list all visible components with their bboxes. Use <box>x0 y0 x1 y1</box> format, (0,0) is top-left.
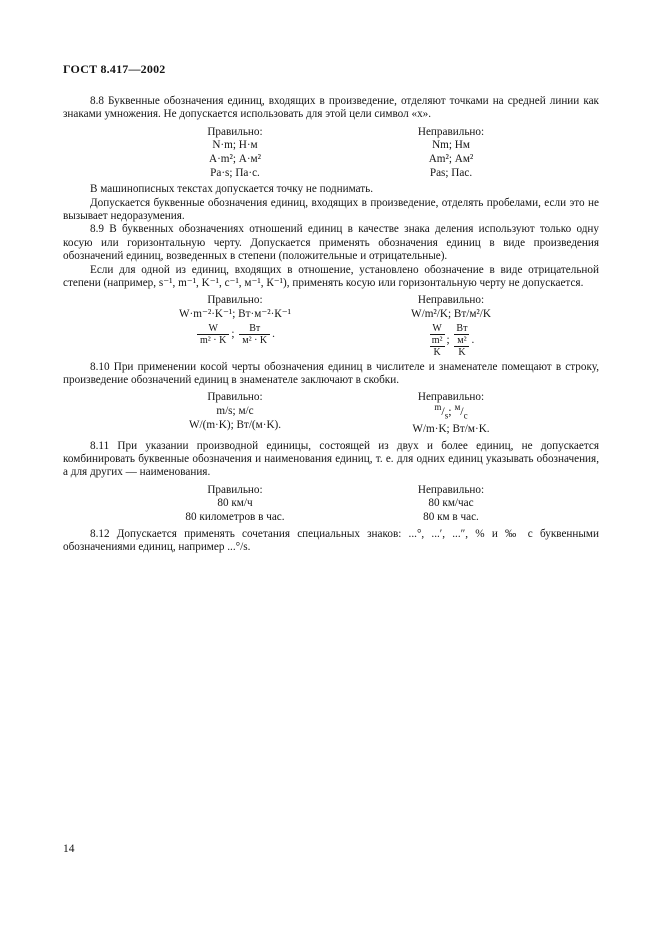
double-fraction <box>454 323 469 358</box>
fraction-middle: m² <box>431 334 443 346</box>
incorrect-line: Nm; Нм <box>432 139 470 152</box>
end-mark: . <box>272 327 275 340</box>
correct-column <box>119 484 351 525</box>
incorrect-line: 80 км в час. <box>423 511 479 524</box>
example-8-8 <box>63 126 599 180</box>
incorrect-column <box>351 391 551 436</box>
incorrect-title: Неправильно: <box>417 391 485 404</box>
correct-column <box>119 294 351 357</box>
fraction-middle: м² <box>454 335 469 347</box>
section-8-8-note: Допускается буквенные обозначения единиц, входящих в произведение, отделять пробелами, если это не вызывает недоразумения. <box>63 196 599 222</box>
incorrect-line: W/m²/K; Вт/м²/K <box>411 308 491 321</box>
correct-line: 80 километров в час. <box>185 511 285 524</box>
correct-line: N·m; Н·м <box>212 139 258 152</box>
incorrect-column <box>351 294 551 357</box>
separator: ; <box>446 333 450 346</box>
incorrect-column <box>351 484 551 525</box>
correct-title: Правильно: <box>207 483 263 496</box>
end-mark: . <box>471 333 475 346</box>
section-8-10-paragraph: 8.10 При применении косой черты обозначения единиц в числителе и знаменателе помещают в строку, произведение обозначений единиц в знаменателе заключают в скобки. <box>63 360 599 387</box>
fraction-numerator: Вт <box>456 322 468 334</box>
section-8-9-paragraph: 8.9 В буквенных обозначениях отношений единиц в качестве знака деления используют только одну косую или горизонтальную черту. Допускается применять обозначения единиц в виде произведения обозначений единиц, возведенных в степени (положительные и отрицательные). <box>63 223 599 263</box>
correct-fractions <box>119 323 351 346</box>
double-fraction <box>430 323 445 358</box>
incorrect-column <box>351 126 551 180</box>
incorrect-title: Неправильно: <box>417 125 485 138</box>
correct-line: W/(m·K); Вт/(м·K). <box>188 418 282 431</box>
page-number: 14 <box>63 843 75 855</box>
section-8-12-paragraph: 8.12 Допускается применять сочетания специальных знаков: ...°, ...′, ...″, % и ‰ с буквенными обозначениями единиц, например ...°/s. <box>63 527 599 554</box>
solidus-denominator: с <box>463 410 468 421</box>
section-8-8-paragraph: 8.8 Буквенные обозначения единиц, входящих в произведение, отделяют точками на средней линии как знаками умножения. Не допускается использовать для этой цели символ «х». <box>63 95 599 121</box>
section-8-8-note: В машинописных текстах допускается точку не поднимать. <box>90 183 374 196</box>
incorrect-line: $^m/_s$; $^м/_с$ <box>434 402 468 421</box>
incorrect-line: 80 км/час <box>428 497 474 510</box>
correct-title: Правильно: <box>207 294 263 307</box>
incorrect-title: Неправильно: <box>417 294 485 307</box>
correct-title: Правильно: <box>207 391 263 404</box>
correct-line: 80 км/ч <box>217 497 253 510</box>
document-body <box>63 95 599 554</box>
fraction-denominator: м² · K <box>242 334 268 346</box>
incorrect-fractions <box>351 323 551 358</box>
correct-title: Правильно: <box>207 125 263 138</box>
fraction-denominator: K <box>433 346 441 358</box>
example-8-10 <box>63 391 599 436</box>
solidus-numerator: m <box>434 402 442 413</box>
incorrect-title: Неправильно: <box>417 483 485 496</box>
fraction-denominator: K <box>458 346 466 358</box>
document-header: ГОСТ 8.417—2002 <box>63 62 166 76</box>
incorrect-line: W/m·K; Вт/м·K. <box>412 423 490 436</box>
section-8-11-paragraph: 8.11 При указании производной единицы, состоящей из двух и более единиц, не допускается комбинировать буквенные обозначения и наименования единиц, т. е. для одних единиц указывать обозначения, а для других — наименования. <box>63 439 599 479</box>
separator: ; <box>231 327 235 340</box>
correct-column <box>119 391 351 436</box>
incorrect-line: Pas; Пас. <box>429 166 473 179</box>
solidus-denominator: s <box>444 410 449 421</box>
example-8-9 <box>63 294 599 357</box>
correct-line: W·m⁻²·K⁻¹; Вт·м⁻²·К⁻¹ <box>178 308 292 321</box>
fraction-numerator: W <box>430 323 445 335</box>
correct-line: А·m²; А·м² <box>208 153 261 165</box>
fraction-numerator: Вт <box>239 323 270 335</box>
correct-line: Ра·s; Па·с. <box>210 166 260 179</box>
correct-line: m/s; м/с <box>216 405 254 418</box>
fraction-denominator: m² · K <box>200 334 227 346</box>
fraction <box>239 323 270 346</box>
incorrect-line: Am²; Ам² <box>428 153 474 165</box>
fraction-numerator: W <box>197 323 229 335</box>
section-8-9-paragraph: Если для одной из единиц, входящих в отношение, установлено обозначение в виде отрицательной степени (например, s⁻¹, m⁻¹, K⁻¹, с⁻¹, м⁻¹, К⁻¹), применять косую или горизонтальную черту не допускается. <box>63 263 599 290</box>
fraction <box>197 323 229 346</box>
correct-column <box>119 126 351 180</box>
example-8-11 <box>63 484 599 525</box>
solidus-numerator: м <box>454 402 461 413</box>
